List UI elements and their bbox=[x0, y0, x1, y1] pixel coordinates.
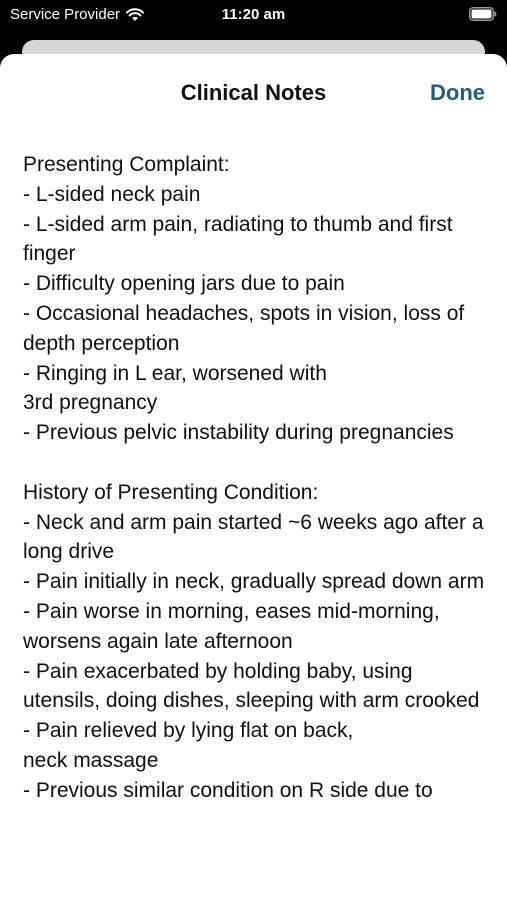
carrier-label: Service Provider bbox=[10, 6, 121, 23]
page-title: Clinical Notes bbox=[180, 80, 327, 105]
clinical-notes-sheet bbox=[0, 54, 507, 900]
status-bar bbox=[0, 0, 507, 32]
clinical-notes-text[interactable]: Presenting Complaint: - L-sided neck pain - L-sided arm pain, radiating to thumb and first finger - Difficulty opening jars due to pain - Occasional headaches, spots in vision, loss of depth perception - Ringing in L ear, worsened with 3rd pregnancy - Previous pelvic instability during pregnancies History of Presenting Condition: - Neck and arm pain started ~6 weeks ago after a long drive - Pain initially in neck, gradually spread down arm - Pain worse in morning, eases mid-morning, worsens again late afternoon - Pain exacerbated by holding baby, using utensils, doing dishes, sleeping with arm crooked - Pain relieved by lying flat on back, neck massage - Previous similar condition on R side due to bbox=[23, 153, 485, 802]
battery-icon bbox=[469, 7, 497, 21]
status-time: 11:20 am bbox=[221, 6, 286, 23]
done-button[interactable]: Done bbox=[430, 80, 485, 105]
navigation-bar bbox=[0, 54, 507, 132]
